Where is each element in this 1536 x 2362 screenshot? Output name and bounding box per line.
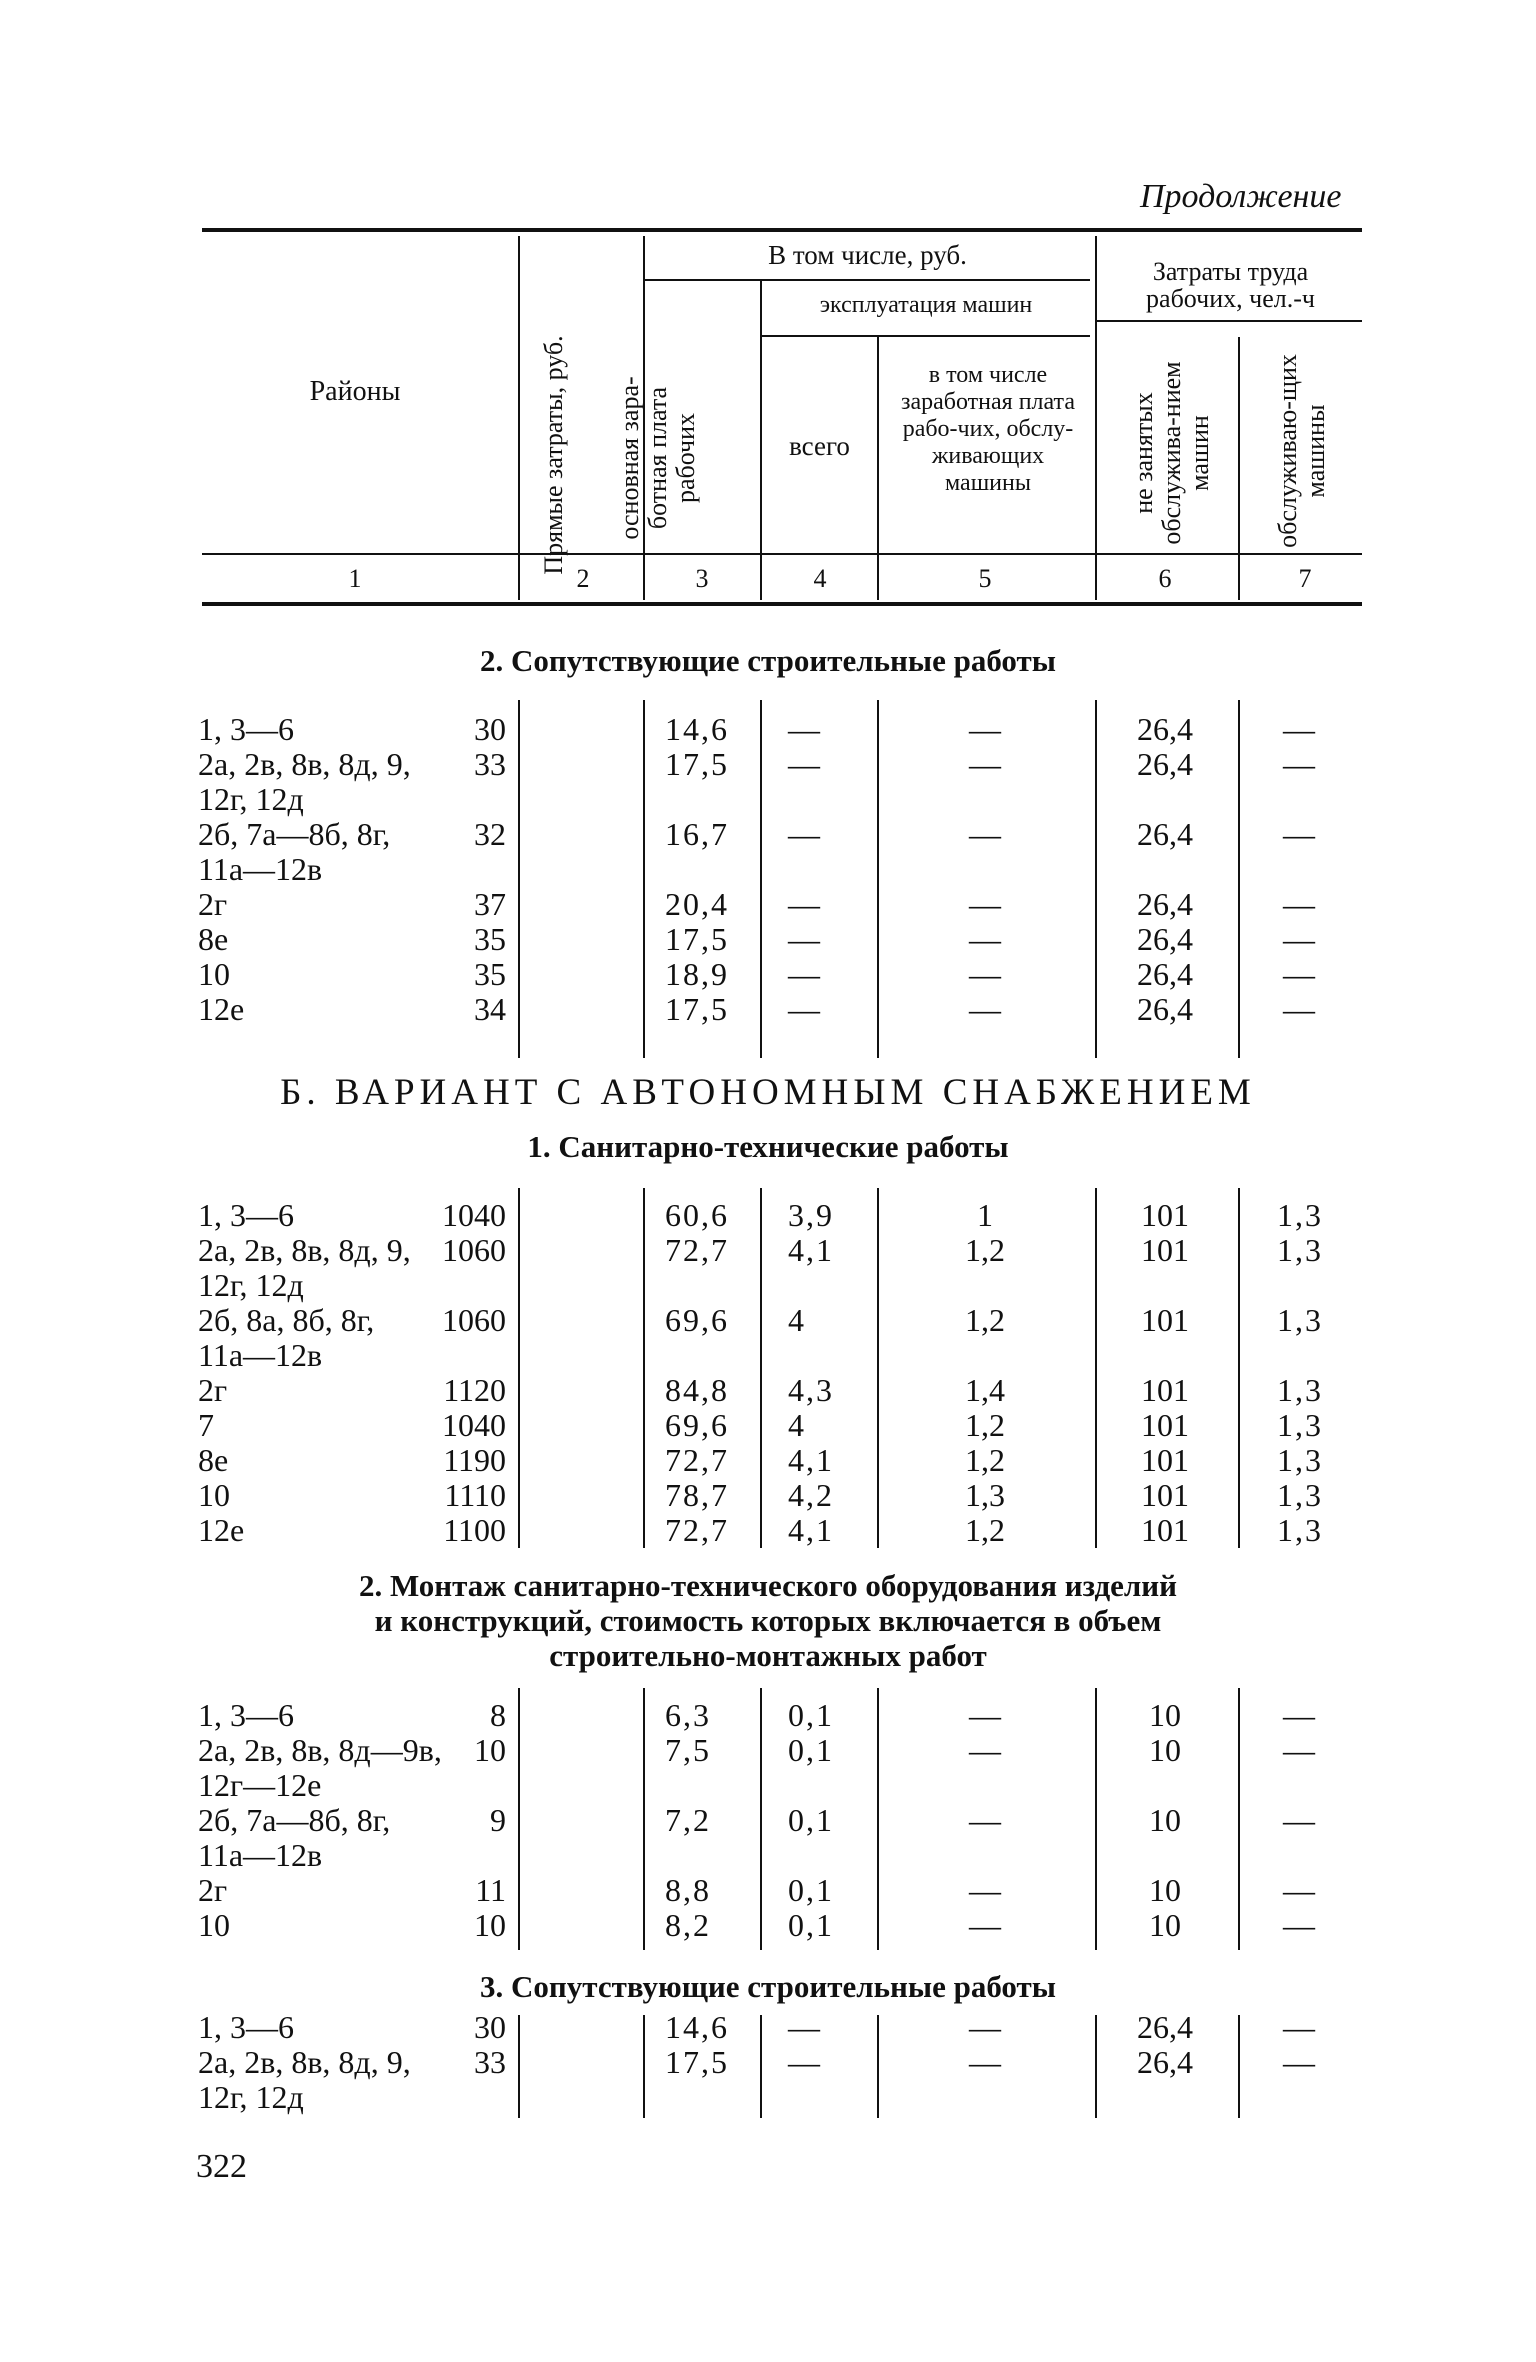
value-cell: 60,6: [665, 1197, 729, 1233]
value-cell: 1040: [442, 1407, 506, 1443]
region-cell: 2а, 2в, 8в, 8д—9в,: [198, 1732, 442, 1768]
column-number: 1: [348, 564, 362, 593]
section-title-line: 2. Монтаж санитарно-технического оборудования изделий: [358, 1568, 1178, 1603]
value-cell: 11: [475, 1872, 506, 1908]
group-labor-header: Затраты труда рабочих, чел.-ч: [1146, 257, 1315, 313]
region-cell: 2г: [198, 1372, 228, 1408]
value-cell: 4,3: [788, 1372, 834, 1408]
header-group-rule: [645, 279, 1090, 281]
value-cell: 37: [474, 886, 506, 922]
value-cell: 101: [1141, 1512, 1189, 1548]
continuation-label: Продолжение: [1140, 178, 1342, 215]
value-cell: 32: [474, 816, 506, 852]
header-divider: [1238, 337, 1240, 600]
value-cell: 1,3: [1277, 1512, 1323, 1548]
column-number: 3: [695, 564, 709, 593]
region-cell: 2а, 2в, 8в, 8д, 9,: [198, 746, 411, 782]
column-number: 6: [1158, 564, 1172, 593]
value-cell: 10: [1149, 1907, 1181, 1943]
value-cell: 9: [490, 1802, 506, 1838]
value-cell: —: [1283, 816, 1317, 852]
region-cell: 8е: [198, 921, 229, 957]
region-cell: 2г: [198, 886, 228, 922]
value-cell: —: [1283, 991, 1317, 1027]
region-cell: 12г, 12д: [198, 1267, 304, 1303]
value-cell: 3,9: [788, 1197, 834, 1233]
value-cell: —: [969, 1697, 1001, 1733]
column-divider: [1238, 1688, 1240, 1950]
value-cell: 10: [1149, 1802, 1181, 1838]
value-cell: 101: [1141, 1442, 1189, 1478]
section-title: 2. Сопутствующие строительные работы: [480, 643, 1056, 678]
value-cell: —: [1283, 886, 1317, 922]
value-cell: 1,3: [1277, 1372, 1323, 1408]
region-cell: 11а—12в: [198, 1337, 323, 1373]
value-cell: —: [1283, 2009, 1317, 2045]
column-divider: [760, 1688, 762, 1950]
region-cell: 1, 3—6: [198, 1197, 294, 1233]
value-cell: 1040: [442, 1197, 506, 1233]
column-divider: [518, 700, 520, 1058]
value-cell: —: [1283, 1907, 1317, 1943]
column-divider: [877, 1688, 879, 1950]
col-total-header: всего: [789, 431, 850, 461]
column-divider: [643, 1188, 645, 1548]
value-cell: 1060: [442, 1232, 506, 1268]
value-cell: —: [788, 746, 822, 782]
value-cell: 26,4: [1137, 2044, 1193, 2080]
region-cell: 12г—12е: [198, 1767, 322, 1803]
column-divider: [1238, 1188, 1240, 1548]
column-divider: [760, 700, 762, 1058]
value-cell: —: [969, 1907, 1001, 1943]
section-title: 1. Санитарно-технические работы: [527, 1129, 1009, 1164]
value-cell: 17,5: [665, 746, 729, 782]
region-cell: 1, 3—6: [198, 711, 294, 747]
value-cell: —: [969, 886, 1001, 922]
value-cell: 101: [1141, 1477, 1189, 1513]
value-cell: —: [1283, 2044, 1317, 2080]
value-cell: 26,4: [1137, 711, 1193, 747]
value-cell: 35: [474, 921, 506, 957]
column-divider: [877, 700, 879, 1058]
value-cell: 1,2: [965, 1442, 1005, 1478]
region-cell: 11а—12в: [198, 851, 323, 887]
value-cell: —: [969, 991, 1001, 1027]
value-cell: 17,5: [665, 991, 729, 1027]
value-cell: 0,1: [788, 1697, 834, 1733]
header-divider: [877, 337, 879, 600]
col-serving-header: обслуживаю-щих машины: [1273, 354, 1330, 548]
value-cell: 16,7: [665, 816, 729, 852]
column-number: 4: [813, 564, 827, 593]
header-numbers-rule: [202, 602, 1362, 606]
value-cell: 20,4: [665, 886, 729, 922]
table-top-rule: [202, 228, 1362, 232]
region-cell: 2б, 7а—8б, 8г,: [198, 816, 391, 852]
value-cell: 26,4: [1137, 886, 1193, 922]
value-cell: 101: [1141, 1197, 1189, 1233]
region-cell: 12г, 12д: [198, 2079, 304, 2115]
value-cell: 1060: [442, 1302, 506, 1338]
value-cell: 10: [474, 1907, 506, 1943]
region-cell: 12е: [198, 1512, 245, 1548]
value-cell: 1,3: [1277, 1232, 1323, 1268]
value-cell: 101: [1141, 1302, 1189, 1338]
value-cell: —: [969, 1732, 1001, 1768]
value-cell: 4,1: [788, 1232, 834, 1268]
value-cell: 10: [1149, 1872, 1181, 1908]
column-divider: [1238, 700, 1240, 1058]
column-divider: [643, 1688, 645, 1950]
header-labor-rule: [1097, 320, 1362, 322]
value-cell: 0,1: [788, 1732, 834, 1768]
value-cell: —: [1283, 1802, 1317, 1838]
value-cell: 1,3: [965, 1477, 1005, 1513]
column-number: 2: [576, 564, 590, 593]
variant-heading: Б. ВАРИАНТ С АВТОНОМНЫМ СНАБЖЕНИЕМ: [280, 1072, 1256, 1113]
value-cell: —: [788, 956, 822, 992]
value-cell: —: [788, 921, 822, 957]
column-divider: [1095, 1688, 1097, 1950]
value-cell: 8,8: [665, 1872, 711, 1908]
region-cell: 2а, 2в, 8в, 8д, 9,: [198, 1232, 411, 1268]
region-cell: 10: [198, 1477, 230, 1513]
value-cell: 1,3: [1277, 1302, 1323, 1338]
value-cell: 1,3: [1277, 1442, 1323, 1478]
value-cell: 17,5: [665, 2044, 729, 2080]
region-cell: 12е: [198, 991, 245, 1027]
value-cell: 26,4: [1137, 2009, 1193, 2045]
value-cell: 72,7: [665, 1232, 729, 1268]
column-divider: [518, 2015, 520, 2118]
region-cell: 10: [198, 956, 230, 992]
value-cell: 101: [1141, 1372, 1189, 1408]
value-cell: 1,2: [965, 1512, 1005, 1548]
group-incl-header: В том числе, руб.: [768, 240, 967, 270]
region-cell: 7: [198, 1407, 214, 1443]
column-divider: [643, 2015, 645, 2118]
region-cell: 10: [198, 1907, 230, 1943]
value-cell: —: [969, 2009, 1001, 2045]
value-cell: —: [788, 886, 822, 922]
value-cell: —: [788, 711, 822, 747]
value-cell: 4,1: [788, 1442, 834, 1478]
value-cell: 10: [1149, 1732, 1181, 1768]
value-cell: 4,2: [788, 1477, 834, 1513]
value-cell: 8,2: [665, 1907, 711, 1943]
region-cell: 11а—12в: [198, 1837, 323, 1873]
value-cell: 1,3: [1277, 1407, 1323, 1443]
value-cell: —: [1283, 1697, 1317, 1733]
column-divider: [1095, 700, 1097, 1058]
value-cell: —: [969, 1872, 1001, 1908]
value-cell: 69,6: [665, 1407, 729, 1443]
value-cell: 10: [1149, 1697, 1181, 1733]
value-cell: 26,4: [1137, 956, 1193, 992]
page-number: 322: [196, 2148, 247, 2185]
value-cell: 84,8: [665, 1372, 729, 1408]
region-cell: 2г: [198, 1872, 228, 1908]
region-cell: 1, 3—6: [198, 1697, 294, 1733]
value-cell: 69,6: [665, 1302, 729, 1338]
col-regions-header: Районы: [309, 376, 401, 407]
value-cell: 0,1: [788, 1907, 834, 1943]
column-divider: [518, 1188, 520, 1548]
value-cell: 78,7: [665, 1477, 729, 1513]
col-incl-wage-header: в том числе заработная плата рабо-чих, обслу-живающих машины: [901, 362, 1075, 496]
column-divider: [1238, 2015, 1240, 2118]
column-divider: [760, 1188, 762, 1548]
column-divider: [877, 2015, 879, 2118]
value-cell: 101: [1141, 1407, 1189, 1443]
value-cell: —: [969, 816, 1001, 852]
value-cell: 14,6: [665, 2009, 729, 2045]
value-cell: 0,1: [788, 1802, 834, 1838]
column-divider: [1095, 2015, 1097, 2118]
value-cell: 35: [474, 956, 506, 992]
value-cell: 1120: [443, 1372, 506, 1408]
value-cell: 14,6: [665, 711, 729, 747]
value-cell: —: [969, 2044, 1001, 2080]
value-cell: —: [969, 711, 1001, 747]
column-divider: [643, 700, 645, 1058]
region-cell: 2б, 7а—8б, 8г,: [198, 1802, 391, 1838]
value-cell: 18,9: [665, 956, 729, 992]
value-cell: 33: [474, 746, 506, 782]
value-cell: —: [969, 1802, 1001, 1838]
value-cell: 1,4: [965, 1372, 1005, 1408]
value-cell: 1,3: [1277, 1197, 1323, 1233]
group-machines-header: эксплуатация машин: [819, 292, 1033, 318]
value-cell: 4,1: [788, 1512, 834, 1548]
value-cell: 34: [474, 991, 506, 1027]
value-cell: —: [1283, 1872, 1317, 1908]
value-cell: 1110: [444, 1477, 506, 1513]
value-cell: —: [1283, 1732, 1317, 1768]
value-cell: 33: [474, 2044, 506, 2080]
value-cell: —: [1283, 711, 1317, 747]
region-cell: 2б, 8а, 8б, 8г,: [198, 1302, 375, 1338]
value-cell: —: [788, 816, 822, 852]
value-cell: 1,2: [965, 1407, 1005, 1443]
value-cell: 8: [490, 1697, 506, 1733]
value-cell: 101: [1141, 1232, 1189, 1268]
value-cell: 1,3: [1277, 1477, 1323, 1513]
value-cell: —: [788, 2009, 822, 2045]
value-cell: 1190: [443, 1442, 506, 1478]
column-divider: [760, 2015, 762, 2118]
region-cell: 8е: [198, 1442, 229, 1478]
value-cell: 1,2: [965, 1302, 1005, 1338]
value-cell: 1: [977, 1197, 993, 1233]
header-divider: [1095, 236, 1097, 600]
region-cell: 12г, 12д: [198, 781, 304, 817]
value-cell: 26,4: [1137, 816, 1193, 852]
value-cell: 4: [788, 1407, 806, 1443]
column-divider: [877, 1188, 879, 1548]
value-cell: 1,2: [965, 1232, 1005, 1268]
value-cell: 6,3: [665, 1697, 711, 1733]
section-title-line: строительно-монтажных работ: [549, 1638, 987, 1673]
column-number: 7: [1298, 564, 1312, 593]
column-divider: [518, 1688, 520, 1950]
value-cell: 7,5: [665, 1732, 711, 1768]
col-direct-header: Прямые затраты, руб.: [539, 335, 568, 575]
value-cell: —: [969, 921, 1001, 957]
value-cell: —: [788, 991, 822, 1027]
value-cell: —: [788, 2044, 822, 2080]
header-divider: [518, 236, 520, 600]
value-cell: 17,5: [665, 921, 729, 957]
value-cell: —: [969, 746, 1001, 782]
value-cell: 26,4: [1137, 991, 1193, 1027]
value-cell: 26,4: [1137, 746, 1193, 782]
value-cell: 10: [474, 1732, 506, 1768]
value-cell: 30: [474, 2009, 506, 2045]
value-cell: —: [1283, 921, 1317, 957]
col-base-wage-header: основная зара-ботная плата рабочих: [615, 376, 700, 540]
column-number: 5: [978, 564, 992, 593]
section-title-line: и конструкций, стоимость которых включается в объем: [374, 1603, 1162, 1638]
value-cell: 0,1: [788, 1872, 834, 1908]
value-cell: 1100: [443, 1512, 506, 1548]
value-cell: 7,2: [665, 1802, 711, 1838]
region-cell: 1, 3—6: [198, 2009, 294, 2045]
value-cell: 72,7: [665, 1442, 729, 1478]
value-cell: —: [1283, 746, 1317, 782]
value-cell: 72,7: [665, 1512, 729, 1548]
value-cell: 26,4: [1137, 921, 1193, 957]
col-not-serving-header: не занятых обслужива-нием машин: [1129, 361, 1214, 545]
value-cell: 30: [474, 711, 506, 747]
value-cell: —: [1283, 956, 1317, 992]
column-divider: [1095, 1188, 1097, 1548]
region-cell: 2а, 2в, 8в, 8д, 9,: [198, 2044, 411, 2080]
section-title: 3. Сопутствующие строительные работы: [480, 1969, 1056, 2004]
header-machines-rule: [760, 335, 1090, 337]
value-cell: —: [969, 956, 1001, 992]
value-cell: 4: [788, 1302, 806, 1338]
